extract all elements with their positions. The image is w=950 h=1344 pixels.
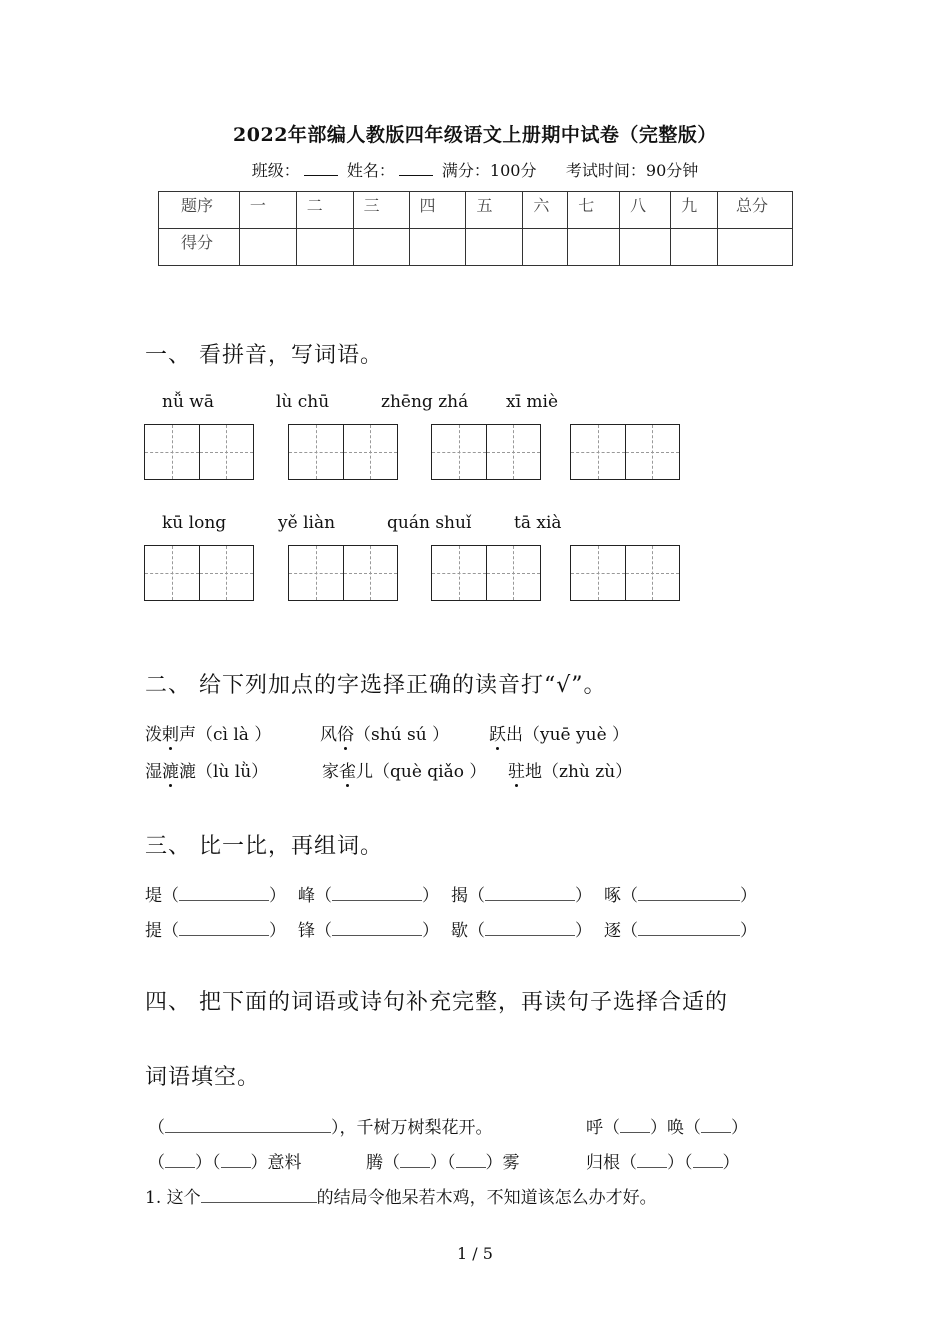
word-blank[interactable]: 锋（ ） <box>298 921 439 941</box>
exam-info <box>0 158 950 181</box>
reading-choice[interactable] <box>145 720 271 745</box>
header-cell: 八 <box>620 192 671 229</box>
header-cell: 一 <box>239 192 296 229</box>
writing-grid[interactable] <box>570 424 680 480</box>
idiom-char: 归根 <box>586 1153 620 1173</box>
choice-text: 湿 <box>145 762 162 782</box>
page-title: 2022年部编人教版四年级语文上册期中试卷（完整版） <box>233 124 717 146</box>
q2-heading: 二、 给下列加点的字选择正确的读音打“√”。 <box>145 673 607 698</box>
choice-text: 儿（què qiǎo ） <box>356 762 487 782</box>
pinyin-label: lù chū <box>276 392 330 412</box>
header-cell: 三 <box>353 192 409 229</box>
dotted-char: 跃 <box>489 725 506 745</box>
pinyin-label: kū long <box>162 513 227 533</box>
name-label: 姓名： <box>346 161 395 180</box>
header-cell: 五 <box>466 192 523 229</box>
word-char: 揭 <box>451 886 468 906</box>
word-char: 提 <box>145 921 162 941</box>
idiom-char: 呼 <box>586 1118 603 1138</box>
class-label: 班级： <box>251 161 300 180</box>
idiom-blank[interactable]: 呼（ ）唤（ ） <box>586 1118 748 1138</box>
poem-blank[interactable]: （ ），千树万树梨花开。 <box>148 1118 493 1138</box>
q4-heading: 四、 把下面的词语或诗句补充完整，再读句子选择合适的 <box>145 990 728 1015</box>
choice-text: 漉（lù lǜ） <box>179 762 269 782</box>
idiom-char: 唤 <box>667 1118 684 1138</box>
writing-grid[interactable] <box>431 424 541 480</box>
dotted-char: 漉 <box>162 762 179 782</box>
word-blank[interactable]: 提（ ） <box>145 921 286 941</box>
q3-heading: 三、 比一比，再组词。 <box>145 834 383 859</box>
dotted-char: 驻 <box>508 762 525 782</box>
pinyin-label: zhēng zhá <box>381 392 469 412</box>
score-cell[interactable] <box>353 229 409 266</box>
reading-choice[interactable] <box>320 720 449 745</box>
score-cell[interactable] <box>523 229 568 266</box>
score-table-header-row <box>159 192 793 229</box>
dotted-char: 俗 <box>337 725 354 745</box>
word-char: 峰 <box>298 886 315 906</box>
score-cell[interactable] <box>466 229 523 266</box>
choice-text: 风 <box>320 725 337 745</box>
choice-text: 泼 <box>145 725 162 745</box>
writing-grid[interactable] <box>144 424 254 480</box>
writing-grid[interactable] <box>288 424 398 480</box>
choice-text: 家 <box>322 762 339 782</box>
header-cell: 总分 <box>718 192 793 229</box>
idiom-char: 腾 <box>366 1153 383 1173</box>
score-table <box>158 191 793 266</box>
dotted-char: 雀 <box>339 762 356 782</box>
word-char: 堤 <box>145 886 162 906</box>
header-cell: 六 <box>523 192 568 229</box>
word-blank[interactable]: 堤（ ） <box>145 886 286 906</box>
dotted-char: 剌 <box>162 725 179 745</box>
q1-heading: 一、 看拼音，写词语。 <box>145 343 383 368</box>
word-blank[interactable]: 揭（ ） <box>451 886 592 906</box>
score-cell[interactable] <box>239 229 296 266</box>
pinyin-label: tā xià <box>514 513 562 533</box>
choice-text: （shú sú ） <box>354 725 450 745</box>
reading-choice[interactable] <box>508 757 632 782</box>
word-char: 啄 <box>604 886 621 906</box>
idiom-char: 意料 <box>267 1153 302 1173</box>
choice-text: 地（zhù zù） <box>525 762 633 782</box>
reading-choice[interactable] <box>145 757 268 782</box>
score-cell[interactable] <box>409 229 466 266</box>
reading-choice[interactable] <box>489 720 629 745</box>
choice-text: 出（yuē yuè ） <box>506 725 630 745</box>
choice-text: 声（cì là ） <box>179 725 272 745</box>
score-cell[interactable] <box>671 229 718 266</box>
writing-grid[interactable] <box>431 545 541 601</box>
class-blank[interactable] <box>304 161 338 176</box>
exam-time: 考试时间：90分钟 <box>565 161 699 180</box>
score-table-score-row <box>159 229 793 266</box>
idiom-char: 雾 <box>502 1153 520 1173</box>
pinyin-label: yě liàn <box>278 513 336 533</box>
word-blank[interactable]: 歇（ ） <box>451 921 592 941</box>
writing-grid[interactable] <box>570 545 680 601</box>
page-number: 1 / 5 <box>457 1244 493 1263</box>
idiom-blank[interactable]: 归根（ ）（ ） <box>586 1153 740 1173</box>
name-blank[interactable] <box>399 161 433 176</box>
score-cell[interactable] <box>568 229 620 266</box>
q4-heading-cont: 词语填空。 <box>145 1065 261 1090</box>
reading-choice[interactable] <box>322 757 486 782</box>
word-char: 歇 <box>451 921 468 941</box>
header-cell: 四 <box>409 192 466 229</box>
idiom-blank[interactable]: （ ）（ ）意料 <box>148 1153 302 1173</box>
full-score: 满分：100分 <box>441 161 537 180</box>
sentence-text: 的结局令他呆若木鸡，不知道该怎么办才好。 <box>316 1188 657 1208</box>
row-label: 得分 <box>159 229 240 266</box>
writing-grid[interactable] <box>144 545 254 601</box>
score-cell[interactable] <box>620 229 671 266</box>
pinyin-label: xī miè <box>506 392 559 412</box>
header-cell: 九 <box>671 192 718 229</box>
sentence-text: 1. 这个 <box>145 1188 201 1208</box>
pinyin-label: quán shuǐ <box>387 513 472 533</box>
word-char: 锋 <box>298 921 315 941</box>
header-cell: 题序 <box>159 192 240 229</box>
pinyin-label: nǚ wā <box>162 392 214 412</box>
header-cell: 二 <box>296 192 353 229</box>
header-cell: 七 <box>568 192 620 229</box>
poem-text: ，千树万树梨花开。 <box>339 1118 493 1138</box>
word-blank[interactable]: 峰（ ） <box>298 886 439 906</box>
idiom-blank[interactable]: 腾（ ）（ ）雾 <box>366 1153 520 1173</box>
word-char: 逐 <box>604 921 621 941</box>
score-cell[interactable] <box>296 229 353 266</box>
sentence-blank[interactable] <box>145 1183 657 1208</box>
word-blank[interactable]: 逐（ ） <box>604 921 757 941</box>
writing-grid[interactable] <box>288 545 398 601</box>
score-cell[interactable] <box>718 229 793 266</box>
word-blank[interactable]: 啄（ ） <box>604 886 757 906</box>
